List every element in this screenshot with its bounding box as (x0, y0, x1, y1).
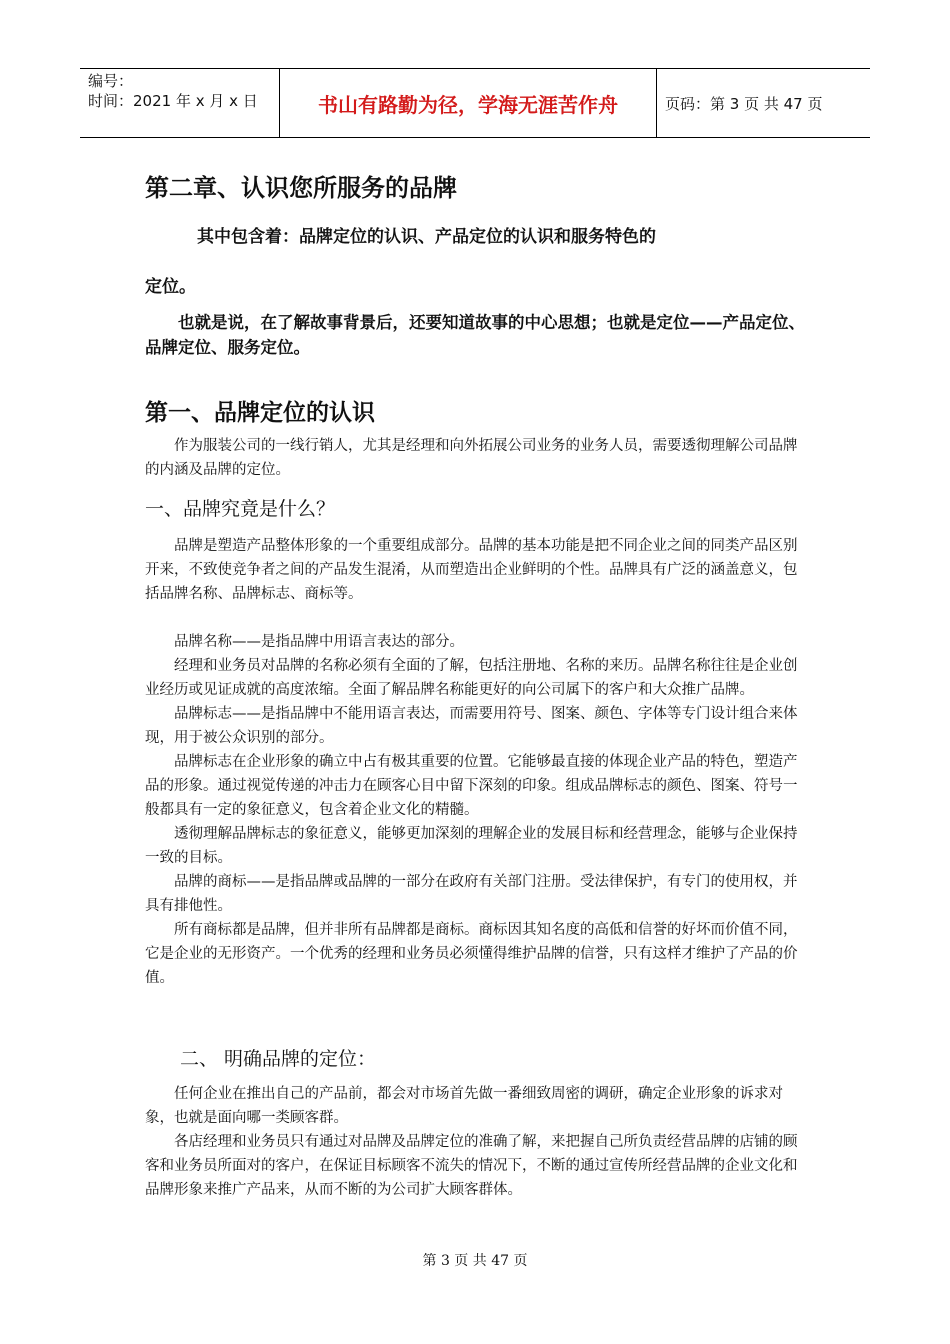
section-1-title: 第一、品牌定位的认识 (145, 400, 375, 426)
number-label: 编号： (88, 72, 134, 90)
chapter-title: 第二章、认识您所服务的品牌 (145, 174, 457, 202)
subsection-1-title: 一、品牌究竟是什么？ (145, 498, 336, 520)
paragraph: 经理和业务员对品牌的名称必须有全面的了解，包括注册地、名称的来历。品牌名称往往是企业创业经历或见证成就的高度浓缩。全面了解品牌名称能更好的向公司属下的客户和大众推广品牌。 (145, 658, 798, 698)
paragraph: 任何企业在推出自己的产品前，都会对市场首先做一番细致周密的调研，确定企业形象的诉求对象，也就是面向哪一类顾客群。 (145, 1086, 783, 1126)
paragraph: 所有商标都是品牌，但并非所有品牌都是商标。商标因其知名度的高低和信誉的好坏而价值不同，它是企业的无形资产。一个优秀的经理和业务员必须懂得维护品牌的信誉，只有这样才维护了产品的价值。 (145, 922, 798, 986)
intro-line-2: 定位。 (145, 277, 196, 297)
paragraph: 品牌标志——是指品牌中不能用语言表达，而需要用符号、图案、颜色、字体等专门设计组合来体现，用于被公众识别的部分。 (145, 706, 798, 746)
paragraph: 品牌的商标——是指品牌或品牌的一部分在政府有关部门注册。受法律保护，有专门的使用权，并具有排他性。 (145, 874, 798, 914)
paragraph: 品牌名称——是指品牌中用语言表达的部分。 (174, 634, 464, 650)
header-meta (80, 69, 280, 137)
subsection-2-body (145, 1082, 807, 1202)
subsection-1-body (145, 534, 807, 990)
paragraph: 各店经理和业务员只有通过对品牌及品牌定位的准确了解，来把握自己所负责经营品牌的店铺的顾客和业务员所面对的客户，在保证目标顾客不流失的情况下，不断的通过宣传所经营品牌的企业文化和品牌形象来推广产品来，从而不断的为公司扩大顾客群体。 (145, 1134, 798, 1198)
section-1-paragraph: 作为服装公司的一线行销人，尤其是经理和向外拓展公司业务的业务人员，需要透彻理解公司品牌的内涵及品牌的定位。 (145, 438, 798, 478)
intro-line-1: 其中包含着：品牌定位的认识、产品定位的认识和服务特色的 (197, 227, 656, 247)
time-label: 时间：2021 年 x 月 x 日 (88, 92, 258, 110)
paragraph: 品牌是塑造产品整体形象的一个重要组成部分。品牌的基本功能是把不同企业之间的同类产品区别开来，不致使竞争者之间的产品发生混淆，从而塑造出企业鲜明的个性。品牌具有广泛的涵盖意义，包括品牌名称、品牌标志、商标等。 (145, 538, 798, 602)
paragraph: 透彻理解品牌标志的象征意义，能够更加深刻的理解企业的发展目标和经营理念，能够与企业保持一致的目标。 (145, 826, 798, 866)
paragraph: 品牌标志在企业形象的确立中占有极其重要的位置。它能够最直接的体现企业产品的特色，塑造产品的形象。通过视觉传递的冲击力在顾客心目中留下深刻的印象。组成品牌标志的颜色、图案、符号一般都具有一定的象征意义，包含着企业文化的精髓。 (145, 754, 798, 818)
page-footer: 第 3 页 共 47 页 (422, 1253, 528, 1269)
header-motto: 书山有路勤为径，学海无涯苦作舟 (280, 69, 657, 137)
intro-paragraph: 也就是说，在了解故事背景后，还要知道故事的中心思想；也就是定位——产品定位、品牌定位、服务定位。 (145, 313, 805, 357)
subsection-2-title: 二、 明确品牌的定位： (180, 1048, 377, 1070)
header-page-info: 页码：第 3 页 共 47 页 (665, 94, 823, 113)
page-header (80, 68, 870, 138)
